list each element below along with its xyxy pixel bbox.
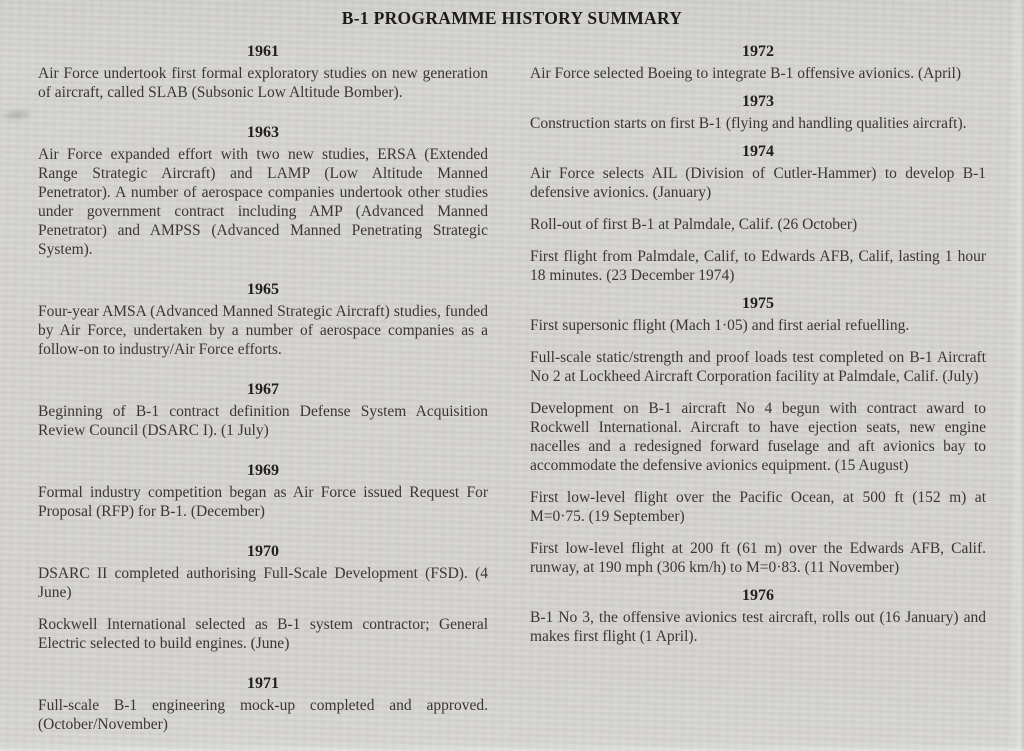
entry-paragraph: Full-scale B-1 engineering mock-up completed and approved. (October/November) <box>38 697 488 733</box>
year-heading: 1965 <box>247 281 279 298</box>
entry-paragraph: Beginning of B-1 contract definition Defense System Acquisition Review Council (DSARC I). (1 July) <box>38 403 488 439</box>
year-section-1971 <box>38 674 488 734</box>
entry-paragraph: Air Force undertook first formal exploratory studies on new generation of aircraft, called SLAB (Subsonic Low Altitude Bomber). <box>38 65 488 101</box>
entry-paragraph: First supersonic flight (Mach 1·05) and first aerial refuelling. <box>530 317 910 334</box>
entry-paragraph: B-1 No 3, the offensive avionics test aircraft, rolls out (16 January) and makes first flight (1 April). <box>530 609 986 645</box>
year-heading: 1974 <box>742 143 774 160</box>
year-section-1963 <box>38 123 488 259</box>
year-heading: 1975 <box>742 295 774 312</box>
two-column-layout <box>0 29 1024 751</box>
year-section-1975 <box>530 294 986 577</box>
year-section-1967 <box>38 380 488 440</box>
entry-paragraph: Air Force selected Boeing to integrate B-1 offensive avionics. (April) <box>530 65 962 82</box>
left-column <box>38 42 488 751</box>
entry-paragraph: Formal industry competition began as Air Force issued Request For Proposal (RFP) for B-1. (December) <box>38 484 488 520</box>
page-bottom-edge-artifact <box>0 744 1024 751</box>
year-heading: 1971 <box>247 675 279 692</box>
entry-paragraph: Development on B-1 aircraft No 4 begun with contract award to Rockwell International. Aircraft to have ejection seats, new engine nacelles and a redesigned forward fuselage and aft avionics bay to accommodate the defensive avionics equipment. (15 August) <box>530 400 986 474</box>
year-heading: 1969 <box>247 462 279 479</box>
entry-paragraph: Roll-out of first B-1 at Palmdale, Calif. (26 October) <box>530 216 858 233</box>
right-column <box>530 42 986 751</box>
entry-paragraph: Four-year AMSA (Advanced Manned Strategic Aircraft) studies, funded by Air Force, undertaken by a number of aerospace companies as a follow-on to industry/Air Force efforts. <box>38 303 488 358</box>
year-section-1965 <box>38 280 488 359</box>
year-heading: 1972 <box>742 43 774 60</box>
year-section-1974 <box>530 142 986 285</box>
year-section-1961 <box>38 42 488 102</box>
year-section-1973 <box>530 92 986 133</box>
entry-paragraph: Air Force selects AIL (Division of Cutler-Hammer) to develop B-1 defensive avionics. (January) <box>530 165 986 201</box>
entry-paragraph: Construction starts on first B-1 (flying and handling qualities aircraft). <box>530 115 967 132</box>
entry-paragraph: Air Force expanded effort with two new studies, ERSA (Extended Range Strategic Aircraft) and LAMP (Low Altitude Manned Penetrator). A number of aerospace companies undertook other studies under government contract including AMP (Advanced Manned Penetrator) and AMPSS (Advanced Manned Penetrating Strategic System). <box>38 146 488 258</box>
entry-paragraph: First flight from Palmdale, Calif, to Edwards AFB, Calif, lasting 1 hour 18 minutes. (23 December 1974) <box>530 248 986 284</box>
year-heading: 1970 <box>247 543 279 560</box>
page-title: B-1 PROGRAMME HISTORY SUMMARY <box>341 8 683 28</box>
entry-paragraph: DSARC II completed authorising Full-Scale Development (FSD). (4 June) <box>38 565 488 601</box>
year-heading: 1963 <box>247 124 279 141</box>
year-heading: 1976 <box>742 587 774 604</box>
page-right-edge-artifact <box>1010 0 1024 751</box>
year-section-1970 <box>38 542 488 653</box>
year-heading: 1961 <box>247 43 279 60</box>
year-section-1972 <box>530 42 986 83</box>
entry-paragraph: First low-level flight over the Pacific Ocean, at 500 ft (152 m) at M=0·75. (19 September) <box>530 489 986 525</box>
entry-paragraph: First low-level flight at 200 ft (61 m) over the Edwards AFB, Calif. runway, at 190 mph (306 km/h) to M=0·83. (11 November) <box>530 540 986 576</box>
year-heading: 1967 <box>247 381 279 398</box>
year-section-1976 <box>530 586 986 646</box>
year-section-1969 <box>38 461 488 521</box>
year-heading: 1973 <box>742 93 774 110</box>
entry-paragraph: Rockwell International selected as B-1 system contractor; General Electric selected to build engines. (June) <box>38 616 488 652</box>
entry-paragraph: Full-scale static/strength and proof loads test completed on B-1 Aircraft No 2 at Lockheed Aircraft Corporation facility at Palmdale, Calif. (July) <box>530 349 986 385</box>
